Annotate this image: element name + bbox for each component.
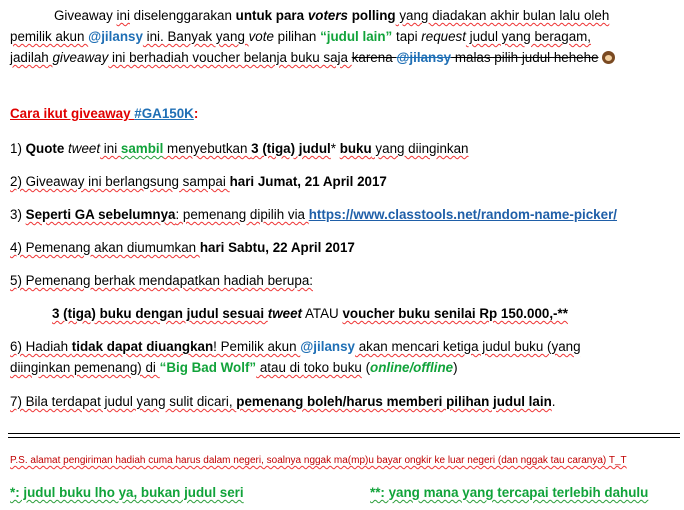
text: ini <box>116 8 130 23</box>
text: tidak dapat diuangkan <box>71 339 214 354</box>
rule-3 <box>10 205 617 225</box>
text: tapi <box>392 29 422 44</box>
text: 3) <box>10 207 26 222</box>
mention[interactable]: @jilansy <box>300 339 355 354</box>
text: polling <box>348 8 396 23</box>
text: 2) Giveaway ini berlangsung sampai <box>10 174 230 189</box>
text: 4) Pemenang akan diumumkan <box>10 240 200 255</box>
hashtag[interactable]: #GA150K <box>134 106 194 121</box>
text: judul yang beragam, <box>465 29 592 44</box>
text: 3 (tiga) judul <box>251 141 331 156</box>
text: tweet <box>64 141 101 156</box>
rule-6-line-2 <box>10 358 458 378</box>
text: . <box>551 394 556 409</box>
text: 7) Bila terdapat judul yang sulit dicari, <box>10 394 237 409</box>
text: diselenggarakan <box>129 8 236 23</box>
mention[interactable]: @jilansy <box>88 29 143 44</box>
text: sambil <box>120 141 164 156</box>
divider <box>8 437 680 438</box>
text: ) <box>453 360 458 375</box>
announcement-date: hari Sabtu, 22 April 2017 <box>199 240 355 255</box>
intro-line-1 <box>54 6 609 26</box>
ps-note <box>10 455 627 466</box>
text: * <box>330 141 340 156</box>
random-name-picker-link[interactable]: https://www.classtools.net/random-name-picker/ <box>308 207 618 222</box>
text: pilihan <box>273 29 321 44</box>
struck-text: malas pilih judul hehehe <box>451 50 599 65</box>
text: diinginkan pemenang) di <box>10 360 160 375</box>
text: atau di <box>256 360 304 375</box>
text: menyebutkan <box>163 141 252 156</box>
text: Quote <box>25 141 65 156</box>
ps-text: P.S. alamat pengiriman hadiah cuma harus dalam negeri, soalnya nggak ma(mp)u bayar ongkir ke luar negeri (dan nggak tau caranya) T_T <box>10 455 627 466</box>
see-no-evil-monkey-icon <box>602 51 615 64</box>
prize-line <box>52 304 568 324</box>
text: ini. Banyak yang <box>142 29 249 44</box>
text: untuk para <box>235 8 305 23</box>
section-heading <box>10 104 198 124</box>
text: Seperti GA sebelumnya <box>25 207 176 222</box>
text: Giveaway <box>54 8 117 23</box>
divider <box>8 433 680 434</box>
text: yang diinginkan <box>371 141 469 156</box>
rule-7 <box>10 392 556 412</box>
mention[interactable]: @jilansy <box>396 50 452 65</box>
text: pemilik akun <box>10 29 89 44</box>
text: 5) Pemenang berhak mendapatkan hadiah berupa: <box>10 273 313 288</box>
text: jadilah <box>10 50 53 65</box>
text: : pemenang dipilih via <box>175 207 309 222</box>
rule-1 <box>10 139 469 159</box>
text: voters <box>304 8 349 23</box>
footnote-left <box>10 485 244 500</box>
text: akan mencari ketiga judul buku (yang <box>355 339 581 354</box>
text: buku <box>339 141 372 156</box>
text: 6) Hadiah <box>10 339 72 354</box>
intro-line-3 <box>10 48 615 68</box>
text: 3 (tiga) buku dengan judul sesuai <box>52 306 268 321</box>
intro-line-2 <box>10 27 591 47</box>
deadline-date: hari Jumat, 21 April 2017 <box>229 174 387 189</box>
text: ! Pemilik akun <box>213 339 301 354</box>
text: giveaway <box>52 50 109 65</box>
text: ( <box>361 360 371 375</box>
quoted-choice: “judul lain” <box>320 29 393 44</box>
text: 1) <box>10 141 26 156</box>
heading-label: Cara ikut giveaway <box>10 106 135 121</box>
text: yang diadakan akhir bulan lalu oleh <box>395 8 610 23</box>
store-name: “Big Bad Wolf” <box>159 360 257 375</box>
text: pemenang boleh/harus memberi pilihan judul lain <box>236 394 552 409</box>
text: ini <box>100 141 121 156</box>
text: tweet <box>267 306 302 321</box>
text: ATAU <box>302 306 343 321</box>
text: voucher buku senilai Rp 150.000,-** <box>342 306 568 321</box>
text: request <box>421 29 466 44</box>
struck-text: karena <box>351 50 397 65</box>
text: online/offline <box>370 360 454 375</box>
rule-4 <box>10 238 355 258</box>
footnote-right <box>370 485 648 500</box>
text: toko buku <box>303 360 362 375</box>
text: ini berhadiah voucher belanja buku saja <box>108 50 352 65</box>
text: vote <box>248 29 274 44</box>
rule-2 <box>10 172 387 192</box>
rule-5 <box>10 271 313 291</box>
footnote-text: *: judul buku lho ya, bukan judul seri <box>10 485 244 500</box>
footnote-text: **: yang mana yang tercapai terlebih dahulu <box>370 485 649 500</box>
text: : <box>193 106 199 121</box>
rule-6-line-1 <box>10 337 581 357</box>
